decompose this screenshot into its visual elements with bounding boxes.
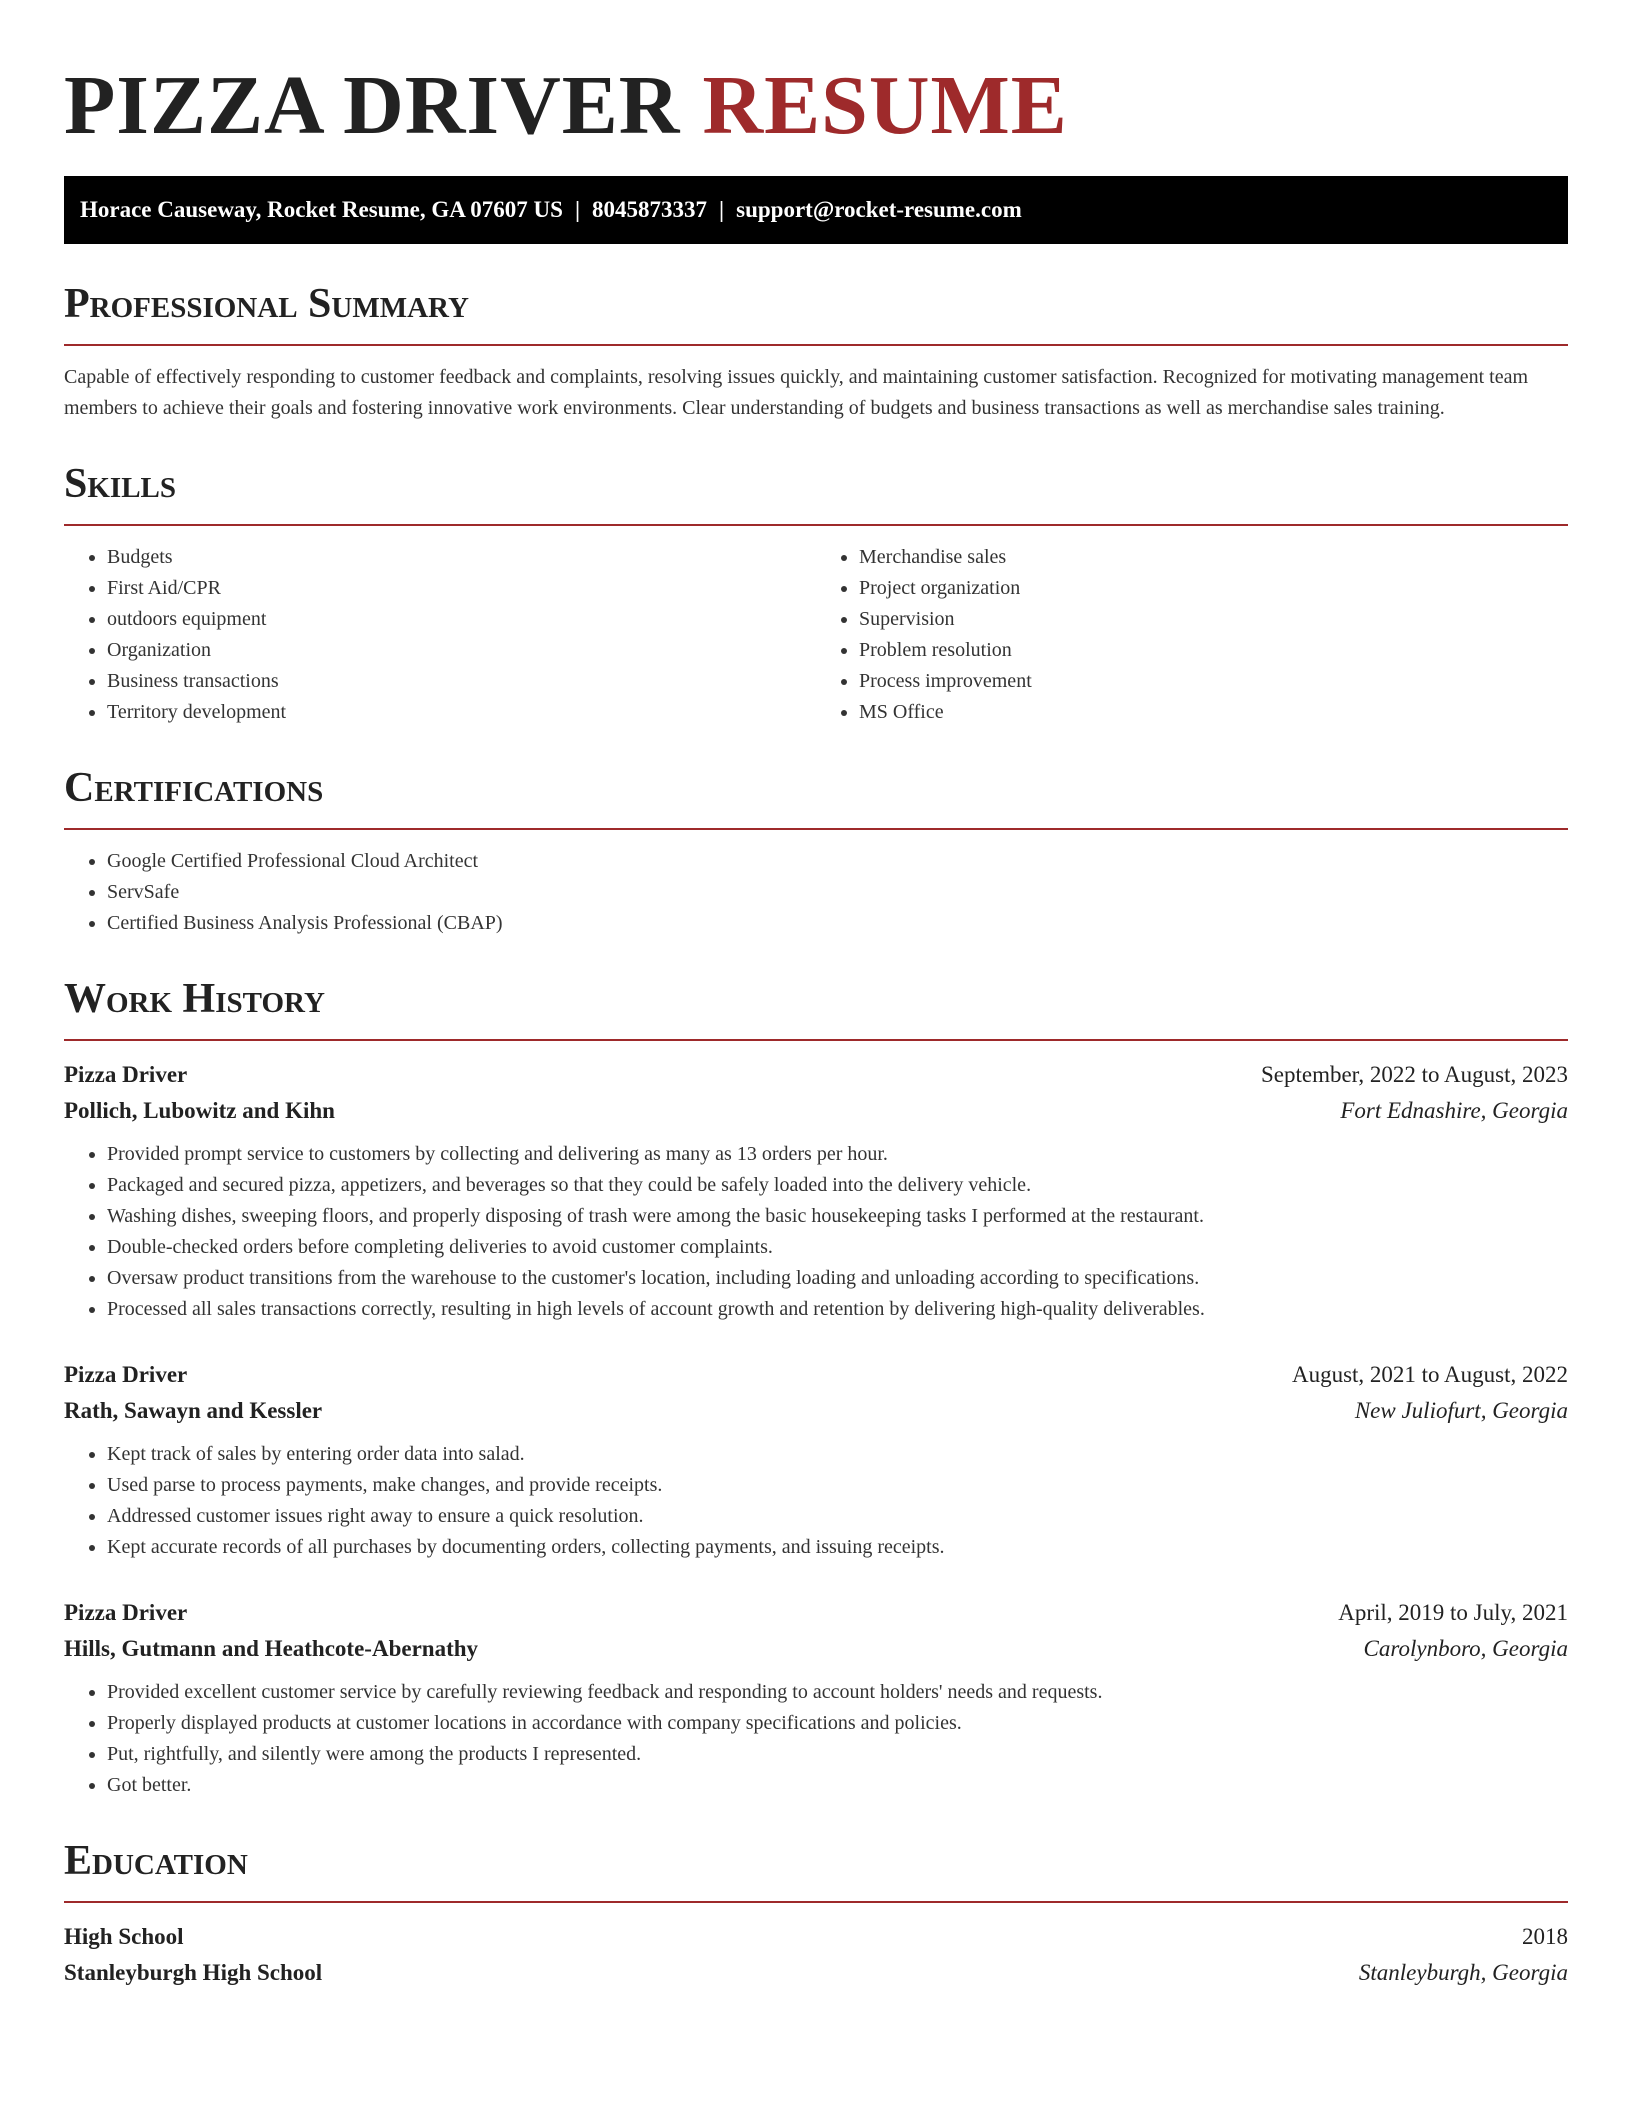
contact-phone: 8045873337	[592, 197, 708, 222]
job-dates: August, 2021 to August, 2022	[1291, 1362, 1568, 1387]
skill-item: • MS Office	[859, 697, 1568, 728]
job-location: Carolynboro, Georgia	[1363, 1636, 1568, 1661]
skills-list-left	[64, 542, 816, 728]
section-divider	[64, 1901, 1568, 1903]
contact-separator: |	[719, 197, 725, 222]
job-bullets	[64, 1139, 1568, 1325]
section-heading-certifications: Certifications	[64, 765, 324, 811]
skill-item: • Territory development	[107, 697, 816, 728]
contact-email: support@rocket-resume.com	[736, 197, 1022, 222]
job-company: Rath, Sawayn and Kessler	[64, 1398, 323, 1423]
summary-text: Capable of effectively responding to customer feedback and complaints, resolving issues quickly, and maintaining customer satisfaction. Recognized for motivating management team members to achieve their goals and fostering innovative work environments. Clear understanding of budgets and business transactions as well as merchandise sales training.	[64, 366, 1529, 419]
skill-item: • Supervision	[859, 604, 1568, 635]
education-school: Stanleyburgh High School	[64, 1960, 323, 1985]
skill-item: • Organization	[107, 635, 816, 666]
skill-item: • outdoors equipment	[107, 604, 816, 635]
job-dates: April, 2019 to July, 2021	[1338, 1600, 1568, 1625]
job-title: Pizza Driver	[64, 1600, 188, 1625]
job-entry	[64, 1595, 1568, 1801]
job-company-row	[64, 1093, 1568, 1129]
skill-item: • Project organization	[859, 573, 1568, 604]
section-heading-work-history: Work History	[64, 976, 325, 1022]
job-bullet: • Packaged and secured pizza, appetizers, and beverages so that they could be safely loaded into the delivery vehicle.	[107, 1170, 1568, 1201]
job-bullet: • Oversaw product transitions from the warehouse to the customer's location, including loading and unloading according to specifications.	[107, 1263, 1568, 1294]
skills-list-right	[816, 542, 1568, 728]
skill-item: • Problem resolution	[859, 635, 1568, 666]
job-bullet: • Properly displayed products at customer locations in accordance with company specifications and policies.	[107, 1708, 1568, 1739]
job-bullet: • Washing dishes, sweeping floors, and properly disposing of trash were among the basic housekeeping tasks I performed at the restaurant.	[107, 1201, 1568, 1232]
skills-section	[64, 458, 1568, 728]
job-dates: September, 2022 to August, 2023	[1260, 1062, 1568, 1087]
job-bullet: • Got better.	[107, 1770, 1568, 1801]
section-divider	[64, 344, 1568, 346]
job-location: Fort Ednashire, Georgia	[1340, 1098, 1568, 1123]
section-heading-summary: Professional Summary	[64, 281, 469, 327]
skills-column-right	[816, 542, 1568, 728]
education-header-row	[64, 1919, 1568, 1955]
job-entry	[64, 1357, 1568, 1563]
job-bullet: • Provided excellent customer service by carefully reviewing feedback and responding to account holders' needs and requests.	[107, 1677, 1568, 1708]
resume-title	[64, 0, 1568, 156]
certification-item: • Google Certified Professional Cloud Architect	[107, 846, 1568, 877]
certification-item: • Certified Business Analysis Professional (CBAP)	[107, 908, 1568, 939]
certification-item: • ServSafe	[107, 877, 1568, 908]
job-company-row	[64, 1631, 1568, 1667]
summary-section	[64, 278, 1568, 424]
certifications-list	[64, 846, 1568, 939]
skill-item: • Merchandise sales	[859, 542, 1568, 573]
skill-item: • Budgets	[107, 542, 816, 573]
job-company: Pollich, Lubowitz and Kihn	[64, 1098, 335, 1123]
skill-item: • Business transactions	[107, 666, 816, 697]
education-section	[64, 1835, 1568, 1991]
job-bullet: • Addressed customer issues right away to ensure a quick resolution.	[107, 1501, 1568, 1532]
section-divider	[64, 524, 1568, 526]
contact-address: Horace Causeway, Rocket Resume, GA 07607 US	[80, 197, 563, 222]
job-location: New Juliofurt, Georgia	[1354, 1398, 1568, 1423]
job-bullet: • Kept track of sales by entering order data into salad.	[107, 1439, 1568, 1470]
education-year: 2018	[1522, 1924, 1568, 1949]
work-history-section	[64, 973, 1568, 1801]
title-accent: RESUME	[702, 59, 1068, 152]
section-heading-skills: Skills	[64, 461, 177, 507]
title-main: PIZZA DRIVER	[64, 59, 681, 152]
job-header-row	[64, 1357, 1568, 1393]
job-bullet: • Double-checked orders before completing deliveries to avoid customer complaints.	[107, 1232, 1568, 1263]
job-bullet: • Provided prompt service to customers by collecting and delivering as many as 13 orders per hour.	[107, 1139, 1568, 1170]
job-company-row	[64, 1393, 1568, 1429]
job-company: Hills, Gutmann and Heathcote-Abernathy	[64, 1636, 479, 1661]
section-divider	[64, 1039, 1568, 1041]
job-header-row	[64, 1595, 1568, 1631]
job-header-row	[64, 1057, 1568, 1093]
education-degree: High School	[64, 1924, 184, 1949]
job-bullet: • Processed all sales transactions correctly, resulting in high levels of account growth and retention by delivering high-quality deliverables.	[107, 1294, 1568, 1325]
job-bullet: • Put, rightfully, and silently were among the products I represented.	[107, 1739, 1568, 1770]
education-location: Stanleyburgh, Georgia	[1358, 1960, 1568, 1985]
job-entry	[64, 1057, 1568, 1325]
job-title: Pizza Driver	[64, 1062, 188, 1087]
section-heading-education: Education	[64, 1838, 248, 1884]
skill-item: • Process improvement	[859, 666, 1568, 697]
skills-columns	[64, 542, 1568, 728]
job-bullets	[64, 1439, 1568, 1563]
section-divider	[64, 828, 1568, 830]
skills-column-left	[64, 542, 816, 728]
job-bullets	[64, 1677, 1568, 1801]
contact-bar	[64, 176, 1568, 244]
job-bullet: • Used parse to process payments, make changes, and provide receipts.	[107, 1470, 1568, 1501]
education-school-row	[64, 1955, 1568, 1991]
certifications-section	[64, 762, 1568, 939]
skill-item: • First Aid/CPR	[107, 573, 816, 604]
contact-separator: |	[574, 197, 581, 222]
job-bullet: • Kept accurate records of all purchases by documenting orders, collecting payments, and issuing receipts.	[107, 1532, 1568, 1563]
job-title: Pizza Driver	[64, 1362, 188, 1387]
